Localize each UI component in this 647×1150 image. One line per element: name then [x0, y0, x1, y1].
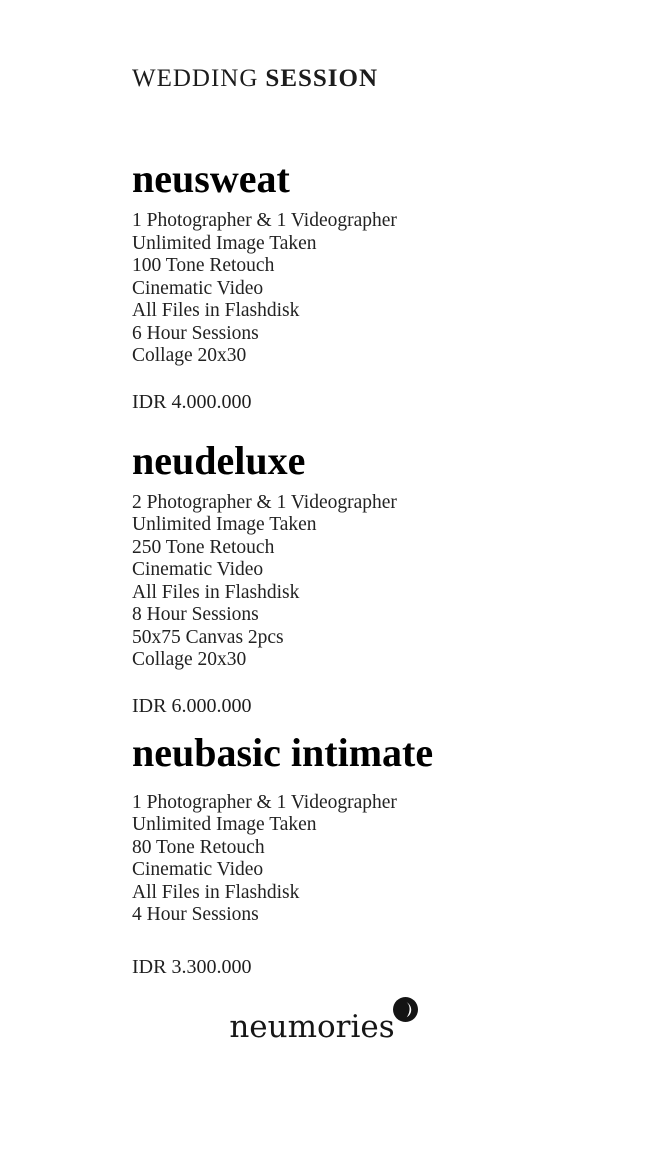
brand-footer	[0, 1007, 647, 1047]
feature-item: Unlimited Image Taken	[132, 814, 317, 835]
crescent-moon-logo-icon	[393, 997, 418, 1022]
package-price: IDR 6.000.000	[132, 694, 252, 717]
feature-list	[132, 492, 607, 672]
package-neusweat	[132, 158, 607, 414]
brand-name: neumories	[229, 1008, 395, 1045]
feature-item: 4 Hour Sessions	[132, 904, 259, 925]
feature-item: 6 Hour Sessions	[132, 322, 259, 344]
feature-item: 50x75 Canvas 2pcs	[132, 626, 284, 648]
package-neubasic-intimate	[132, 729, 607, 979]
package-price: IDR 4.000.000	[132, 390, 252, 413]
feature-item: Unlimited Image Taken	[132, 514, 317, 535]
title-word-wedding: WEDDING	[132, 65, 259, 92]
feature-item: All Files in Flashdisk	[132, 881, 300, 903]
feature-item: 1 Photographer & 1 Videographer	[132, 791, 397, 813]
feature-item: Collage 20x30	[132, 345, 247, 366]
feature-item: 250 Tone Retouch	[132, 536, 275, 558]
page-title	[132, 64, 607, 94]
package-name: neubasic intimate	[132, 729, 434, 775]
package-price: IDR 3.300.000	[132, 955, 252, 978]
feature-item: Cinematic Video	[132, 559, 264, 580]
title-word-session: SESSION	[265, 65, 379, 92]
package-neudeluxe	[132, 437, 607, 718]
feature-list	[132, 792, 607, 927]
feature-list	[132, 210, 607, 368]
feature-item: 2 Photographer & 1 Videographer	[132, 491, 397, 513]
feature-item: All Files in Flashdisk	[132, 581, 300, 603]
feature-item: Cinematic Video	[132, 277, 264, 299]
feature-item: 1 Photographer & 1 Videographer	[132, 210, 397, 231]
feature-item: All Files in Flashdisk	[132, 300, 300, 321]
feature-item: Collage 20x30	[132, 649, 247, 670]
feature-item: 80 Tone Retouch	[132, 836, 265, 858]
package-name: neudeluxe	[132, 437, 306, 483]
package-name: neusweat	[132, 156, 290, 201]
feature-item: Cinematic Video	[132, 859, 264, 880]
feature-item: 8 Hour Sessions	[132, 604, 259, 625]
feature-item: 100 Tone Retouch	[132, 255, 275, 276]
feature-item: Unlimited Image Taken	[132, 232, 317, 254]
